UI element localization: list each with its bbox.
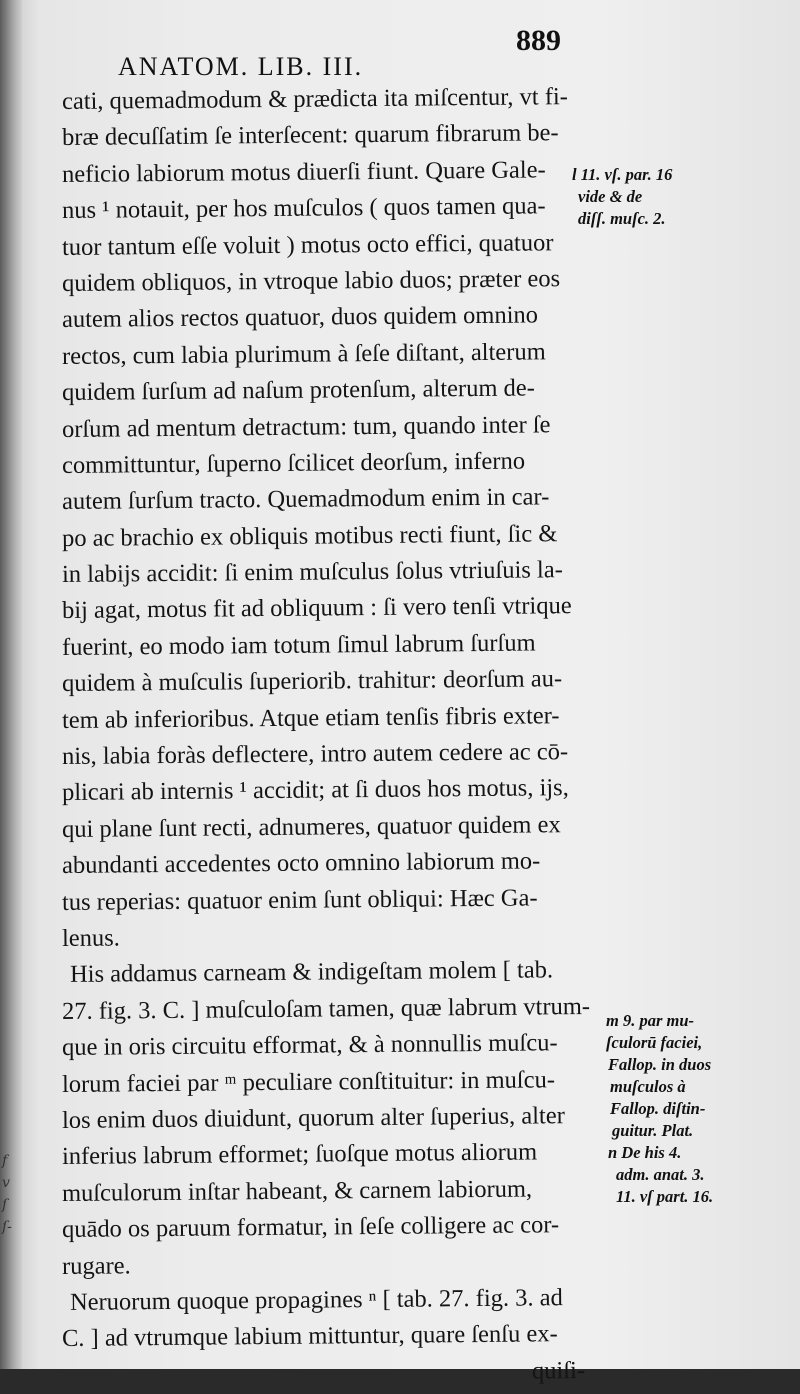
- text-line: quādo os paruum formatur, in ſeſe colligere ac cor-: [61, 1211, 560, 1244]
- text-line: tem ab inferioribus. Atque etiam tenſis fibris exter-: [61, 701, 560, 734]
- binding-gutter: [0, 0, 22, 1369]
- text-line: bræ decuſſatim ſe interſecent: quarum fibrarum be-: [61, 119, 559, 152]
- text-line: tuor tantum eſſe voluit ) motus octo effici, quatuor: [61, 228, 554, 261]
- note-line: l 11. vſ. par. 16: [572, 165, 673, 184]
- text-line: fuerint, eo modo iam totum ſimul labrum ſurſum: [61, 629, 536, 661]
- paragraph-start-line: Neruorum quoque propagines ⁿ [ tab. 27. fig. 3. ad: [69, 1284, 563, 1316]
- text-line: autem alios rectos quatuor, duos quidem omnino: [61, 301, 539, 334]
- text-line: quidem à muſculis ſuperiorib. trahitur: deorſum au-: [61, 665, 563, 698]
- running-head: ANATOM. LIB. III.: [118, 52, 364, 81]
- text-line: qui plane ſunt recti, adnumeres, quatuor quidem ex: [61, 811, 561, 843]
- text-line: cati, quemadmodum & prædicta ita miſcentur, vt fi-: [61, 83, 569, 115]
- text-line: neficio labiorum motus diuerſi fiunt. Quare Gale-: [61, 156, 546, 188]
- note-line: Fallop. in duos: [608, 1055, 712, 1074]
- note-line: n De his 4.: [608, 1143, 682, 1162]
- note-line: diſſ. muſc. 2.: [578, 209, 666, 228]
- text-line: po ac brachio ex obliquis motibus recti fiunt, ſic &: [61, 519, 558, 552]
- text-line: committuntur, ſuperno ſcilicet deorſum, inferno: [61, 447, 526, 479]
- note-line: m 9. par mu-: [606, 1011, 695, 1030]
- text-line: lenus.: [61, 924, 120, 952]
- text-line: tus reperias: quatuor enim ſunt obliqui: Hæc Ga-: [61, 884, 538, 916]
- page-header: [118, 22, 578, 82]
- main-text-block: [61, 83, 591, 1394]
- text-line: lorum faciei par ᵐ peculiare conſtituitur: in muſcu-: [61, 1065, 556, 1098]
- text-line: 27. fig. 3. C. ] muſculoſam tamen, quæ labrum vtrum-: [61, 992, 591, 1025]
- text-line: rugare.: [61, 1251, 131, 1280]
- note-line: ſculorū faciei,: [606, 1033, 703, 1052]
- note-line: muſculos à: [610, 1077, 686, 1096]
- text-line: autem ſurſum tracto. Quemadmodum enim in car-: [61, 483, 550, 516]
- text-line: plicari ab internis ¹ accidit; at ſi duos hos motus, ijs,: [61, 774, 569, 807]
- note-line: guitur. Plat.: [612, 1121, 694, 1140]
- note-line: adm. anat. 3.: [616, 1165, 705, 1184]
- text-line: que in oris circuitu efformat, & à nonnullis muſcu-: [61, 1029, 558, 1062]
- text-line: in labijs accidit: ſi enim muſculus ſolus vtriuſuis la-: [61, 556, 563, 589]
- text-line: nis, labia foràs deflectere, intro autem cedere ac cō-: [61, 738, 569, 771]
- note-line: Fallop. diſtin-: [610, 1099, 706, 1118]
- text-line: bij agat, motus fit ad obliquum : ſi vero tenſi vtrique: [61, 592, 572, 625]
- text-line: nus ¹ notauit, per hos muſculos ( quos tamen qua-: [61, 192, 546, 225]
- text-line: los enim duos diuidunt, quorum alter ſuperius, alter: [61, 1102, 565, 1134]
- text-line: C. ] ad vtrumque labium mittuntur, quare ſenſu ex-: [61, 1320, 558, 1353]
- note-line: 11. vſ part. 16.: [616, 1187, 714, 1206]
- catchword-line: quiſi-: [531, 1356, 586, 1385]
- note-line: vide & de: [578, 187, 643, 206]
- margin-note-l: [572, 164, 752, 230]
- gutter-show-through-marks: f v ſ ſ-: [2, 1153, 12, 1235]
- text-line: quidem ſurſum ad naſum protenſum, alterum de-: [61, 374, 535, 407]
- page-number: 889: [516, 24, 561, 57]
- text-line: abundanti accedentes octo omnino labiorum mo-: [61, 847, 541, 880]
- text-line: rectos, cum labia plurimum à ſeſe diſtant, alterum: [61, 338, 546, 370]
- text-line: orſum ad mentum detractum: tum, quando inter ſe: [61, 410, 551, 443]
- margin-note-m-n: [572, 1010, 752, 1208]
- text-line: quidem obliquos, in vtroque labio duos; præter eos: [61, 265, 561, 297]
- text-line: inferius labrum efformet; ſuoſque motus aliorum: [61, 1138, 538, 1171]
- paragraph-start-line: His addamus carneam & indigeſtam molem [ tab.: [69, 956, 554, 989]
- text-line: muſculorum inſtar habeant, & carnem labiorum,: [61, 1175, 533, 1207]
